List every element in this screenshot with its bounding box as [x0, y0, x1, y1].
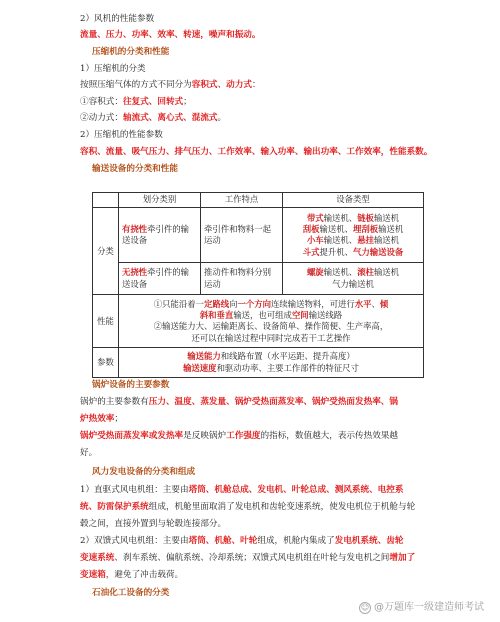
- compressor-section-title: 压缩机的分类和性能: [92, 47, 170, 57]
- compressor-by-principle: 按照压缩气体的方式不同分为容积式、动力式：: [80, 80, 261, 90]
- cell-rigid-feature: 推动件和物料分别运动: [201, 263, 283, 295]
- col-header-category: 划分类别: [119, 193, 201, 208]
- compressor-params: 容积、流量、吸气压力、排气压力、工作效率、输入功率、输出功率、工作效率，性能系数。: [80, 147, 433, 157]
- table-corner-cell: [93, 193, 119, 208]
- compressor-sub2: 2）压缩机的性能参数: [80, 130, 163, 140]
- cell-flexible-feature: 牵引件和物料一起运动: [201, 208, 283, 263]
- row-label-class: 分类: [93, 208, 119, 295]
- compressor-item-positive: ①容积式：往复式、回转式；: [80, 97, 192, 107]
- cell-parameters: 输送能力和线路布置（水平运距、提升高度） 输送速度和驱动功率、主要工作部件的特征尺寸: [119, 348, 424, 378]
- col-header-feature: 工作特点: [201, 193, 283, 208]
- wind-p2-line2: 变速系统、刹车系统、偏航系统、冷却系统；双馈式风电机组在叶轮与发电机之间增加了: [80, 553, 416, 563]
- table-row: [93, 295, 424, 348]
- table-row: [93, 348, 424, 378]
- wind-section-title: 风力发电设备的分类和组成: [92, 467, 196, 477]
- cell-flexible-kind: 有挠性牵引件的输送设备: [119, 208, 201, 263]
- compressor-sub1: 1）压缩机的分类: [80, 64, 146, 74]
- conveyor-section-title: 输送设备的分类和性能: [92, 164, 178, 174]
- boiler-section-title: 锅炉设备的主要参数: [92, 380, 170, 390]
- table-row: [93, 208, 424, 263]
- compressor-item-dynamic: ②动力式：轴流式、离心式、混流式。: [80, 113, 227, 123]
- col-header-type: 设备类型: [283, 193, 424, 208]
- row-label-perf: 性能: [93, 295, 119, 348]
- cell-flexible-types: 带式输送机、链板输送机 刮板输送机、埋刮板输送机 小车输送机、悬挂输送机 斗式提升机、气力输送设备: [283, 208, 424, 263]
- emoji-smile-icon: ☺: [360, 602, 370, 612]
- fan-perf-params: 流量、压力、功率、效率、转速，噪声和振动。: [80, 30, 261, 40]
- fan-perf-heading: 2）风机的性能参数: [80, 14, 155, 24]
- watermark: [359, 602, 484, 615]
- boiler-p2-line2: 好。: [80, 448, 98, 458]
- table-header-row: [93, 193, 424, 208]
- cell-rigid-types: 螺旋输送机、滚柱输送机 气力输送机: [283, 263, 424, 295]
- boiler-p2-line1: 锅炉受热面蒸发率或发热率是反映锅炉工作强度的指标，数值越大，表示传热效果越: [80, 431, 399, 441]
- cell-performance: ①只能沿着一定路线向一个方向连续输送物料，可进行水平、倾 斜和垂直输送，也可组成空间输送线路 ②输送能力大、运输距离长、设备简单、操作简便、生产率高， 还可以在输送过程中同时完成若干工艺操作: [119, 295, 424, 348]
- watermark-text: @万题库一级建造师考试: [374, 601, 484, 613]
- boiler-p1-line1: 锅炉的主要参数有压力、温度、蒸发量、锅炉受热面蒸发率、锅炉受热面发热率、锅: [80, 397, 398, 407]
- petro-section-title: 石油化工设备的分类: [92, 588, 170, 598]
- table-row: [93, 263, 424, 295]
- row-label-param: 参数: [93, 348, 119, 378]
- wind-p2-line3: 变速箱，避免了冲击载荷。: [80, 570, 184, 580]
- wind-p1-line2: 统、防雷保护系统组成，机舱里面取消了发电机和齿轮变速系统，使发电机位于机舱与轮: [80, 502, 416, 512]
- conveyor-table: [92, 192, 424, 378]
- wind-p2-line1: 2）双馈式风电机组：主要由塔筒、机舱、叶轮组成，机舱内集成了发电机系统、齿轮: [80, 536, 404, 546]
- boiler-p1-line2: 炉热效率；: [80, 414, 123, 424]
- wind-p1-line3: 毂之间，直接外置到与轮毂连接部分。: [80, 519, 227, 529]
- cell-rigid-kind: 无挠性牵引件的输送设备: [119, 263, 201, 295]
- wind-p1-line1: 1）直驱式风电机组：主要由塔筒、机舱总成、发电机、叶轮总成、测风系统、电控系: [80, 485, 404, 495]
